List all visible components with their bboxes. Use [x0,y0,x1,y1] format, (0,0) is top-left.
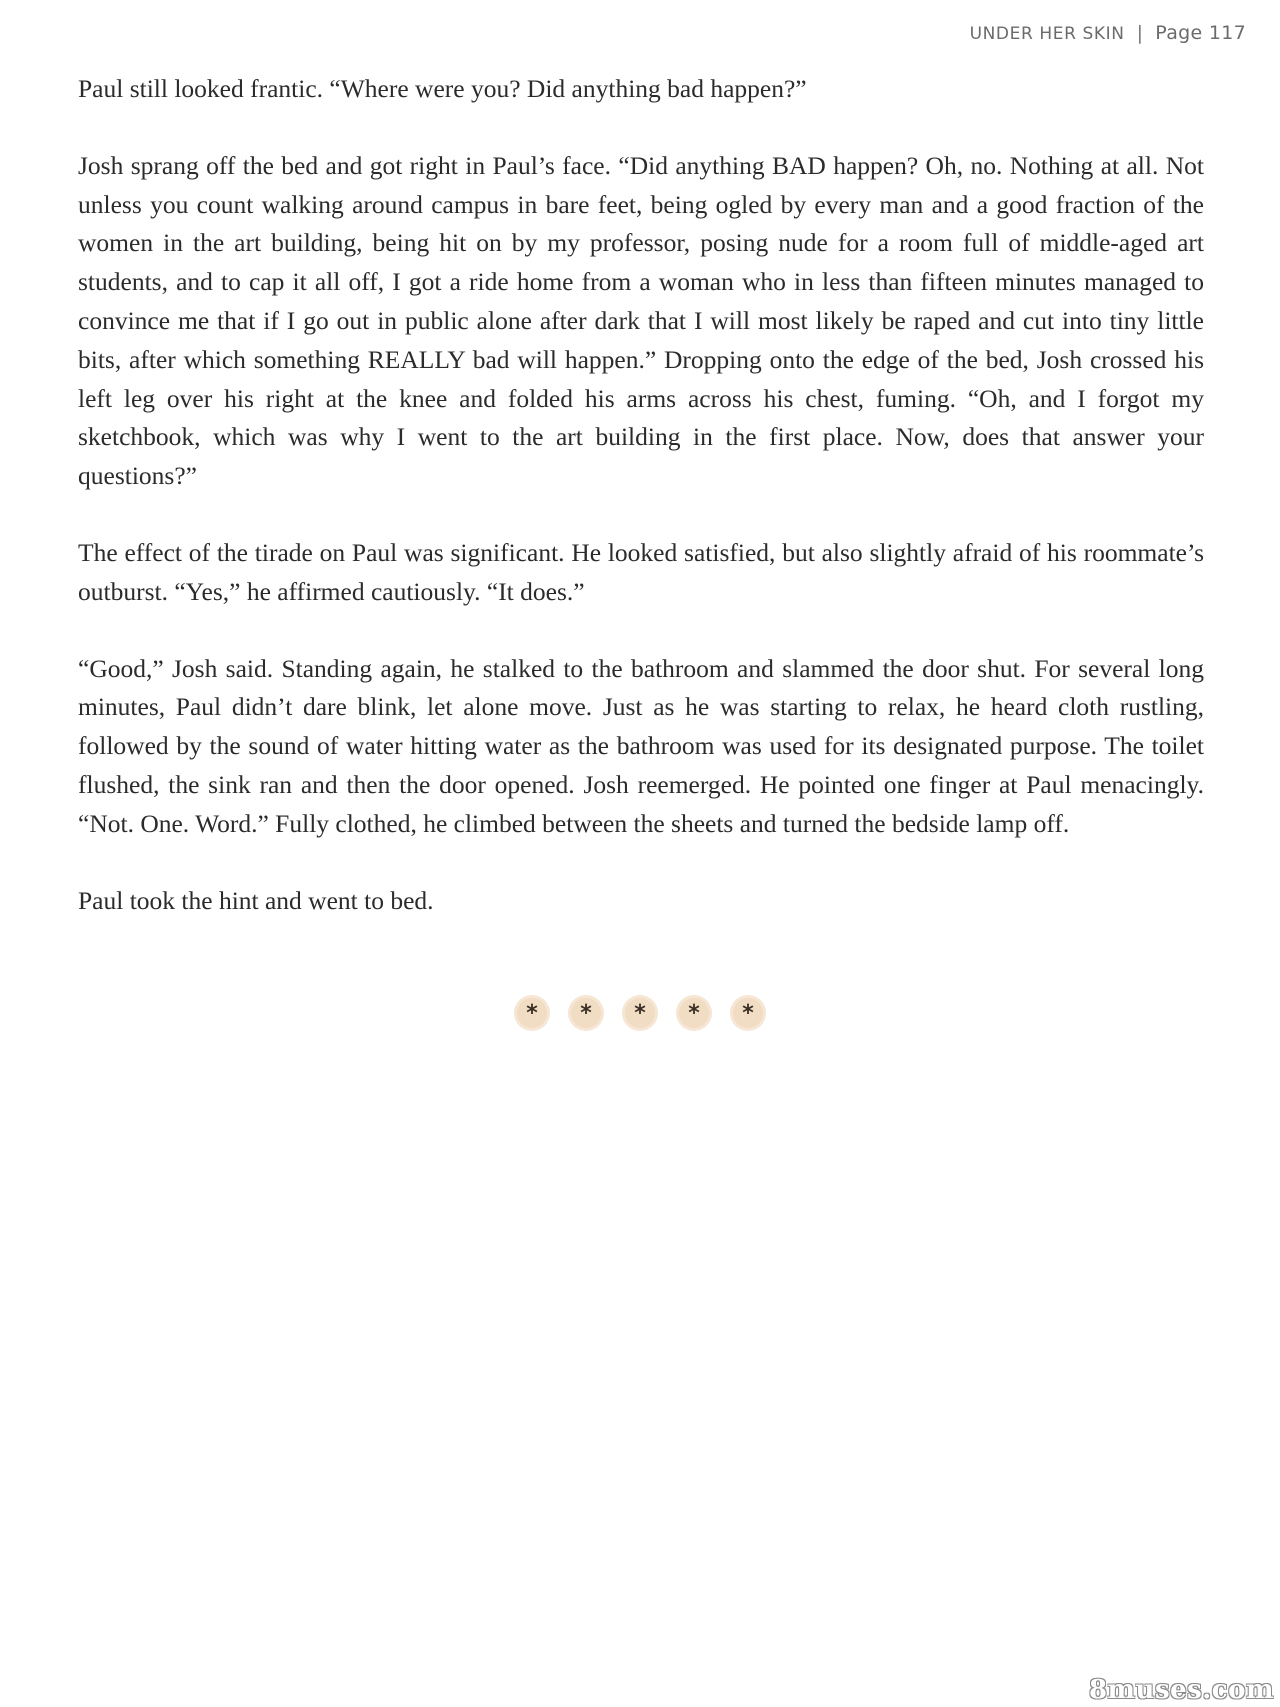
asterisk-icon: * [625,998,655,1028]
paragraph: Paul still looked frantic. “Where were you? Did anything bad happen?” [78,74,807,103]
paragraph: Paul took the hint and went to bed. [78,885,434,915]
asterisk-icon: * [571,998,601,1028]
page-header [970,22,1246,44]
paragraph: Josh sprang off the bed and got right in Paul’s face. “Did anything BAD happen? Oh, no. Nothing at all. Not unless you count walking around campus in bare feet, being ogled by every man and a good fraction of the women in the art building, being hit on by my professor, posing nude for a room full of middle-aged art students, and to cap it all off, I got a ride home from a woman who in less than fifteen minutes managed to convince me that if I go out in public alone after dark that I will most likely be raped and cut into tiny little bits, after which something REALLY bad will happen.” Dropping onto the edge of the bed, Josh crossed his left leg over his right at the knee and folded his arms across his chest, fuming. “Oh, and I forgot my sketchbook, which was why I went to the art building in the first place. Now, does that answer your questions?” [78,150,1204,491]
page-number: Page 117 [1155,22,1246,44]
paragraph: The effect of the tirade on Paul was significant. He looked satisfied, but also slightly afraid of his roommate’s outburst. “Yes,” he affirmed cautiously. “It does.” [78,537,1204,606]
site-watermark: 8muses.com [1088,1675,1274,1705]
asterisk-icon: * [733,998,763,1028]
paragraph: “Good,” Josh said. Standing again, he stalked to the bathroom and slammed the door shut. For several long minutes, Paul didn’t dare blink, let alone move. Just as he was starting to relax, he heard cloth rustling, followed by the sound of water hitting water as the bathroom was used for its designated purpose. The toilet flushed, the sink ran and then the door opened. Josh reemerged. He pointed one finger at Paul menacingly. “Not. One. Word.” Fully clothed, he climbed between the sheets and turned the bedside lamp off. [78,653,1204,838]
asterisk-icon: * [517,998,547,1028]
book-title: UNDER HER SKIN [969,24,1125,44]
header-separator: | [1136,22,1144,44]
scene-break-ornament [0,998,1280,1028]
asterisk-icon: * [679,998,709,1028]
story-body [78,70,1204,958]
